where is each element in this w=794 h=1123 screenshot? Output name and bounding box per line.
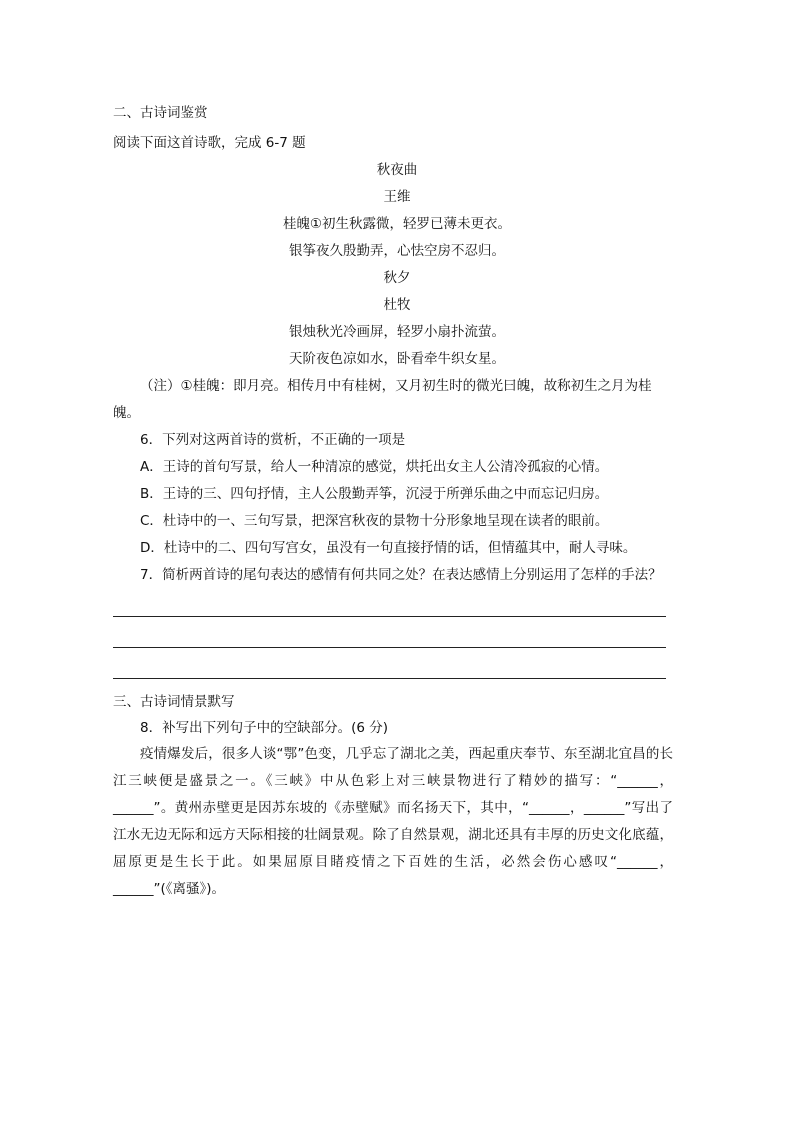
- question-6-stem: 6．下列对这两首诗的赏析，不正确的一项是: [140, 432, 406, 448]
- answer-line-1[interactable]: [113, 616, 666, 617]
- section2-heading: 二、古诗词鉴赏: [113, 105, 208, 121]
- section3-heading: 三、古诗词情景默写: [113, 694, 235, 710]
- poem1-author: 王维: [383, 189, 411, 205]
- poem2-author: 杜牧: [383, 297, 411, 313]
- poem1-line-2: 银筝夜久殷勤弄，心怯空房不忍归。: [289, 243, 505, 259]
- note-line-2: 魄。: [113, 405, 140, 421]
- question-8-stem: 8．补写出下列句子中的空缺部分。(6 分): [140, 720, 389, 736]
- poem2-title: 秋夕: [383, 270, 411, 286]
- option-d: D．杜诗中的二、四句写宫女，虽没有一句直接抒情的话，但情蕴其中，耐人寻味。: [140, 540, 637, 556]
- poem2-line-1: 银烛秋光冷画屏，轻罗小扇扑流萤。: [289, 324, 505, 340]
- instruction: 阅读下面这首诗歌，完成 6-7 题: [113, 135, 306, 151]
- poem2-line-2: 天阶夜色凉如水，卧看牵牛织女星。: [289, 351, 505, 367]
- option-b: B．王诗的三、四句抒情，主人公殷勤弄筝，沉浸于所弹乐曲之中而忘记归房。: [140, 486, 609, 502]
- poem1-title: 秋夜曲: [376, 162, 418, 178]
- question-8-paragraph: 疫情爆发后，很多人谈“鄂”色变，几乎忘了湖北之美，西起重庆奉节、东至湖北宜昌的长江三峡便是盛景之一。《三峡》中从色彩上对三峡景物进行了精妙的描写：“______，______”。黄州赤壁更是因苏东坡的《赤壁赋》而名扬天下，其中，“______，______”写出了江水无边无际和远方天际相接的壮阔景观。除了自然景观，湖北还具有丰厚的历史文化底蕴，屈原更是生长于此。如果屈原目睹疫情之下百姓的生活，必然会伤心感叹“______，______”(《离骚》)。: [113, 746, 673, 897]
- option-c: C．杜诗中的一、三句写景，把深宫秋夜的景物十分形象地呈现在读者的眼前。: [140, 513, 609, 529]
- answer-line-2[interactable]: [113, 647, 666, 648]
- note-line-1: （注）①桂魄：即月亮。相传月中有桂树，又月初生时的微光曰魄，故称初生之月为桂: [140, 378, 652, 394]
- question-7-stem: 7．简析两首诗的尾句表达的感情有何共同之处？在表达感情上分别运用了怎样的手法？: [140, 567, 662, 583]
- answer-line-3[interactable]: [113, 678, 666, 679]
- option-a: A．王诗的首句写景，给人一种清凉的感觉，烘托出女主人公清冷孤寂的心情。: [140, 459, 609, 475]
- poem1-line-1: 桂魄①初生秋露微，轻罗已薄未更衣。: [282, 216, 512, 232]
